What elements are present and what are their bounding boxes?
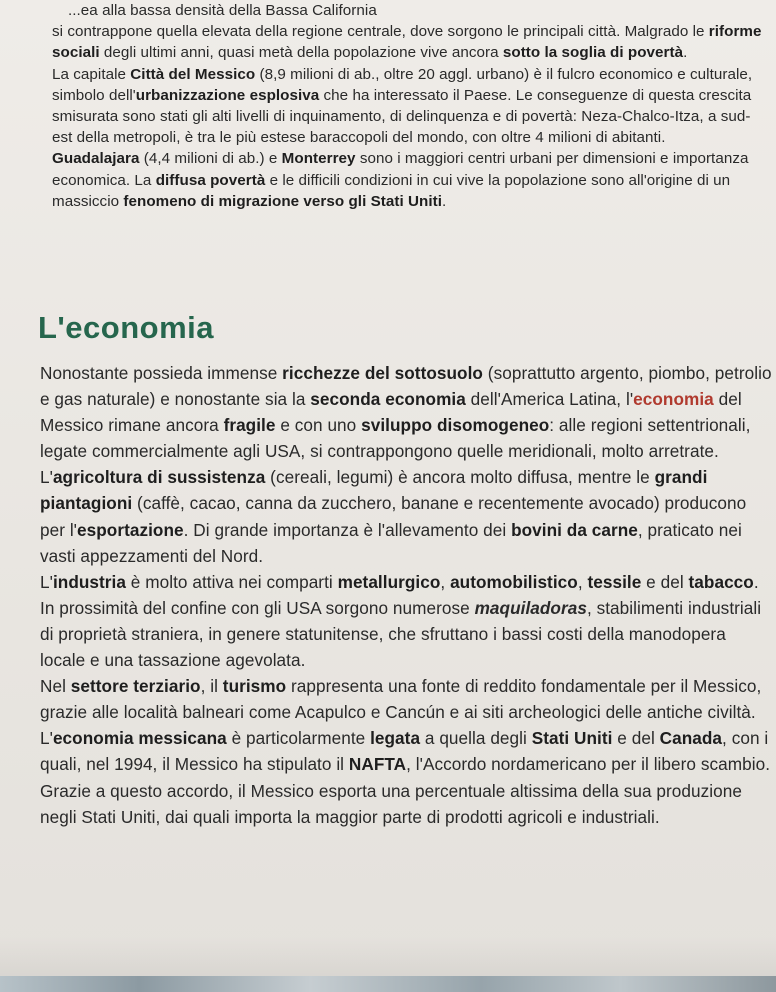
paragraph-trade: L'economia messicana è particolarmente legata a quella degli Stati Uniti e del Canada, con i quali, nel 1994, il Messico ha stipulato il NAFTA, l'Accordo nordamericano per il libero scambio. Grazie a questo accordo, il Messico esporta una percentuale altissima della sua produzione negli Stati Uniti, dai quali importa la maggior parte di prodotti agricoli e industriali.	[40, 728, 771, 827]
bottom-photo-strip	[0, 976, 776, 992]
page-shadow	[0, 936, 776, 976]
paragraph-economy-overview: Nonostante possieda immense ricchezze del sottosuolo (soprattutto argento, piombo, petrolio e gas naturale) e nonostante sia la seconda economia dell'America Latina, l'economia del Messico rimane ancora fragile e con uno sviluppo disomogeneo: alle regioni settentrionali, legate commercialmente agli USA, si contrappongono quelle meridionali, molto arretrate.	[40, 363, 772, 462]
paragraph-capital: La capitale Città del Messico (8,9 milioni di ab., oltre 20 aggl. urbano) è il fulcro economico e culturale, simbolo dell'urbanizzazione esplosiva che ha interessato il Paese. Le conseguenze di questa crescita smisurata sono stati gli alti livelli di inquinamento, di delinquenza e di povertà: Neza-Chalco-Itza, a sud-est della metropoli, è tra le più estese baraccopoli del mondo, con oltre 4 milioni di abitanti.	[52, 65, 753, 147]
paragraph-population: ...ea alla bassa densità della Bassa California si contrappone quella elevata della regione centrale, dove sorgono le principali città. Malgrado le riforme sociali degli ultimi anni, quasi metà della popolazione vive ancora sotto la soglia di povertà.	[52, 0, 768, 64]
paragraph-tertiary: Nel settore terziario, il turismo rappresenta una fonte di reddito fondamentale per il Messico, grazie alle località balneari come Acapulco e Cancún e ai siti archeologici delle antiche civiltà.	[40, 676, 762, 723]
economy-text-block	[40, 360, 772, 830]
section-title: L'economia	[38, 310, 215, 345]
paragraph-lead-line: ...ea alla bassa densità della Bassa California	[68, 2, 377, 19]
paragraph-industry: L'industria è molto attiva nei comparti metallurgico, automobilistico, tessile e del tabacco. In prossimità del confine con gli USA sorgono numerose maquiladoras, stabilimenti industriali di proprietà straniera, in genere statunitense, che sfruttano i bassi costi della manodopera locale e una tassazione agevolata.	[40, 571, 762, 671]
top-text-block	[52, 0, 768, 212]
paragraph-cities: Guadalajara (4,4 milioni di ab.) e Monterrey sono i maggiori centri urbani per dimensioni e importanza economica. La diffusa povertà e le difficili condizioni in cui vive la popolazione sono all'origine di un massiccio fenomeno di migrazione verso gli Stati Uniti.	[52, 150, 749, 210]
paragraph-agriculture: L'agricoltura di sussistenza (cereali, legumi) è ancora molto diffusa, mentre le grandi piantagioni (caffè, cacao, canna da zucchero, banane e recentemente avocado) producono per l'esportazione. Di grande importanza è l'allevamento dei bovini da carne, praticato nei vasti appezzamenti del Nord.	[40, 467, 747, 566]
